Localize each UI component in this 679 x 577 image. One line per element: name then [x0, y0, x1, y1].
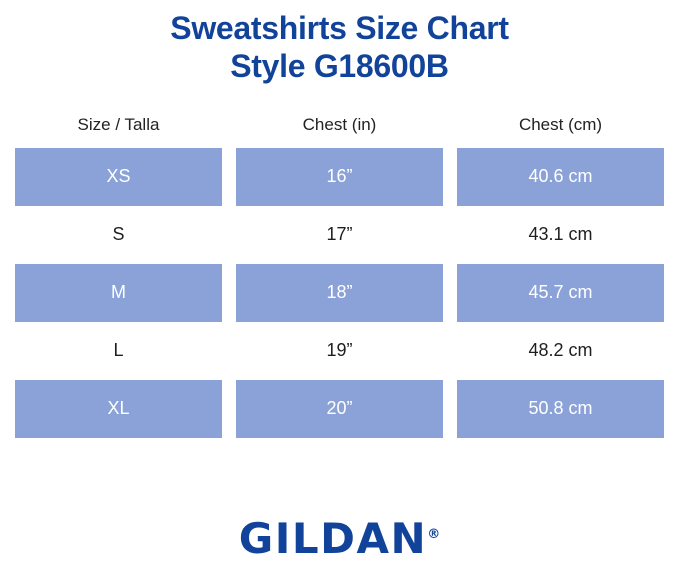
table-row [8, 206, 671, 264]
cell-chest-cm: 50.8 cm [457, 380, 664, 438]
cell-chest-in: 17” [326, 224, 353, 244]
cell-chest-in: 16” [236, 148, 443, 206]
table-row [8, 322, 671, 380]
cell-size: XL [15, 380, 222, 438]
page-title [0, 0, 679, 86]
column-header-chest-cm: Chest (cm) [518, 114, 603, 134]
column-header-size: Size / Talla [77, 114, 160, 134]
table-row [8, 380, 671, 438]
table-row [8, 264, 671, 322]
cell-chest-cm: 45.7 cm [457, 264, 664, 322]
logo-wordmark [239, 514, 440, 563]
cell-chest-in: 18” [236, 264, 443, 322]
cell-chest-cm: 48.2 cm [528, 340, 593, 360]
column-header-chest-in: Chest (in) [302, 114, 377, 134]
registered-trademark-icon: ® [427, 527, 441, 542]
cell-size: XS [15, 148, 222, 206]
table-header-row [8, 102, 671, 148]
title-line-1: Sweatshirts Size Chart [170, 10, 509, 46]
cell-size: S [112, 224, 125, 244]
cell-chest-in: 20” [236, 380, 443, 438]
brand-logo [0, 514, 679, 577]
cell-size: L [113, 340, 124, 360]
cell-chest-cm: 43.1 cm [528, 224, 593, 244]
cell-chest-cm: 40.6 cm [457, 148, 664, 206]
size-table [0, 102, 679, 438]
logo-text: GILDAN [238, 514, 428, 563]
cell-chest-in: 19” [326, 340, 353, 360]
cell-size: M [15, 264, 222, 322]
title-line-2: Style G18600B [230, 47, 449, 84]
table-row [8, 148, 671, 206]
